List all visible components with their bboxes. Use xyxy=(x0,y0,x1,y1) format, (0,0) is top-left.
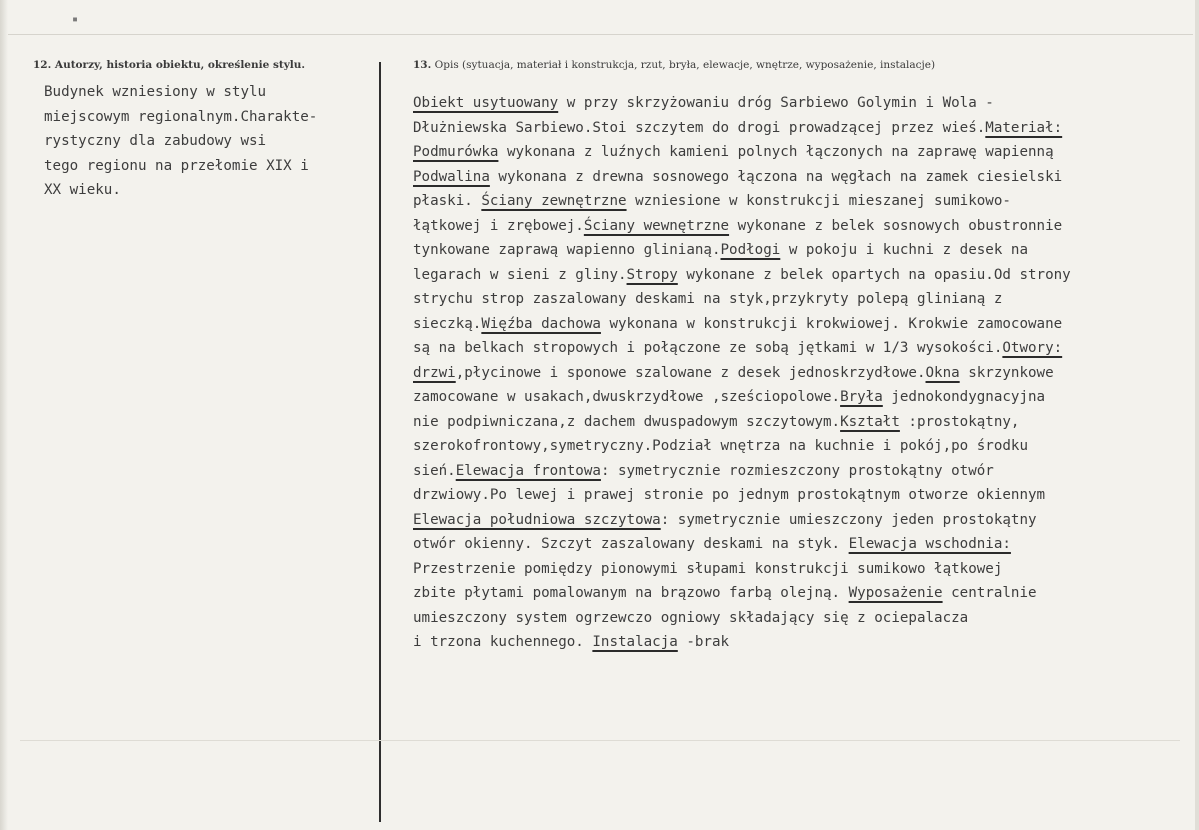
section-13-line xyxy=(413,434,1173,459)
underlined-heading: Instalacja xyxy=(592,634,678,650)
section-12-line: miejscowym regionalnym.Charakte- xyxy=(44,108,318,125)
text-segment: wzniesione w konstrukcji mieszanej sumikowo- xyxy=(626,193,1011,209)
section-13-line xyxy=(413,189,1173,214)
section-13-header xyxy=(413,59,935,71)
underlined-heading: Podwalina xyxy=(413,168,490,185)
text-segment: wykonane z belek opartych na opasiu.Od strony xyxy=(677,266,1071,283)
text-segment: płaski. xyxy=(413,193,482,209)
text-segment: centralnie xyxy=(942,585,1037,601)
underlined-heading: Kształt xyxy=(840,413,900,430)
section-12-body xyxy=(44,80,364,203)
underlined-heading: Bryła xyxy=(840,389,883,405)
text-segment: jednokondygnacyjna xyxy=(882,389,1046,405)
text-segment: : symetrycznie umieszczony jeden prostokątny xyxy=(660,511,1037,528)
text-segment: zbite płytami pomalowanym na brązowo farbą olejną. xyxy=(413,585,849,601)
section-12-line: XX wieku. xyxy=(44,182,121,198)
section-13-line xyxy=(413,606,1173,631)
underlined-heading: Stropy xyxy=(626,266,678,283)
underlined-heading: Obiekt usytuowany xyxy=(413,95,559,111)
section-13-line xyxy=(413,116,1173,141)
section-13-line xyxy=(413,140,1173,165)
text-segment: wykonana z drewna sosnowego łączona na węgłach na zamek ciesielski xyxy=(489,168,1063,185)
text-segment: w pokoju i kuchni z desek na xyxy=(780,242,1029,258)
section-13-line xyxy=(413,630,1173,655)
section-13-line xyxy=(413,263,1173,288)
text-segment: :prostokątny, xyxy=(899,413,1020,430)
section-13-line xyxy=(413,385,1173,410)
underlined-heading: Wyposażenie xyxy=(848,585,943,601)
text-segment: wykonana z luźnych kamieni polnych łączonych na zaprawę wapienną xyxy=(498,144,1054,160)
underlined-heading: Ściany wewnętrzne xyxy=(583,217,730,234)
underlined-heading: Otwory: xyxy=(1002,340,1063,356)
underlined-heading: Elewacja frontowa xyxy=(455,462,601,479)
text-segment: zamocowane w usakach,dwuskrzydłowe ,sześciopolowe. xyxy=(413,389,841,405)
section-13-line xyxy=(413,508,1173,533)
section-12-line: Budynek wzniesiony w stylu xyxy=(44,84,267,100)
text-segment: sień. xyxy=(413,462,456,479)
text-segment: strychu strop zaszalowany deskami na styk,przykryty polepą glinianą z xyxy=(413,291,1003,307)
text-segment: umieszczony system ogrzewczo ogniowy składający się z ociepalacza xyxy=(413,609,969,626)
section-13-body xyxy=(413,91,1173,655)
underlined-heading: Elewacja południowa szczytowa xyxy=(413,511,661,528)
underlined-heading: Materiał: xyxy=(985,119,1063,136)
section-13-line xyxy=(413,483,1173,508)
underlined-heading: Elewacja wschodnia: xyxy=(848,536,1011,552)
text-segment: skrzynkowe xyxy=(959,364,1054,381)
section-13-line xyxy=(413,238,1173,263)
text-segment: wykonana w konstrukcji krokwiowej. Krokwie zamocowane xyxy=(600,315,1063,332)
section-13-number: 13. xyxy=(413,59,432,71)
section-13-line xyxy=(413,91,1173,116)
section-12-line: rystyczny dla zabudowy wsi xyxy=(44,133,267,149)
top-rule xyxy=(8,34,1193,35)
text-segment: legarach w sieni z gliny. xyxy=(413,266,627,283)
text-segment: : symetrycznie rozmieszczony prostokątny otwór xyxy=(600,462,994,479)
text-segment: drzwiowy.Po lewej i prawej stronie po jednym prostokątnym otworze okiennym xyxy=(413,487,1046,503)
underlined-heading: drzwi xyxy=(413,364,456,381)
section-13-line xyxy=(413,165,1173,190)
text-segment: otwór okienny. Szczyt zaszalowany deskami na styk. xyxy=(413,536,849,552)
underlined-heading: Okna xyxy=(925,364,960,381)
underlined-heading: Podmurówka xyxy=(413,144,499,160)
text-segment: sieczką. xyxy=(413,315,482,332)
section-12-line: tego regionu na przełomie XIX i xyxy=(44,157,309,174)
section-13-title: Opis (sytuacja, materiał i konstrukcja, rzut, bryła, elewacje, wnętrze, wyposażenie, instalacje) xyxy=(434,59,936,71)
section-13-line xyxy=(413,287,1173,312)
section-13-line xyxy=(413,557,1173,582)
text-segment: są na belkach stropowych i połączone ze sobą jętkami w 1/3 wysokości. xyxy=(413,340,1003,356)
text-segment: i trzona kuchennego. xyxy=(413,634,593,650)
faint-rule xyxy=(20,740,1180,741)
text-segment: łątkowej i zrębowej. xyxy=(413,217,584,234)
section-13-line xyxy=(413,336,1173,361)
section-12-header: 12. Autorzy, historia obiektu, określenie stylu. xyxy=(33,59,306,71)
section-13-line xyxy=(413,581,1173,606)
text-segment: szerokofrontowy,symetryczny.Podział wnętrza na kuchnie i pokój,po środku xyxy=(413,438,1028,454)
text-segment: -brak xyxy=(677,634,730,650)
section-13-line xyxy=(413,410,1173,435)
section-13-line xyxy=(413,312,1173,337)
section-13-line xyxy=(413,214,1173,239)
text-segment: w przy skrzyżowaniu dróg Sarbiewo Golymin i Wola - xyxy=(558,95,994,111)
section-13-line xyxy=(413,532,1173,557)
column-divider xyxy=(379,62,381,822)
underlined-heading: Więźba dachowa xyxy=(481,315,601,332)
text-segment: nie podpiwniczana,z dachem dwuspadowym szczytowym. xyxy=(413,413,841,430)
pencil-mark: ▪ xyxy=(72,14,79,25)
page-left-edge xyxy=(0,0,8,830)
text-segment: wykonane z belek sosnowych obustronnie xyxy=(729,217,1063,234)
section-13-line xyxy=(413,459,1173,484)
text-segment: tynkowane zaprawą wapienno glinianą. xyxy=(413,242,721,258)
page-right-edge xyxy=(1195,0,1199,830)
text-segment: Dłużniewska Sarbiewo.Stoi szczytem do drogi prowadzącej przez wieś. xyxy=(413,119,986,136)
underlined-heading: Podłogi xyxy=(720,242,781,258)
underlined-heading: Ściany zewnętrzne xyxy=(481,193,627,209)
text-segment: ,płycinowe i sponowe szalowane z desek jednoskrzydłowe. xyxy=(455,364,926,381)
section-13-line xyxy=(413,361,1173,386)
text-segment: Przestrzenie pomiędzy pionowymi słupami konstrukcji sumikowo łątkowej xyxy=(413,560,1003,577)
